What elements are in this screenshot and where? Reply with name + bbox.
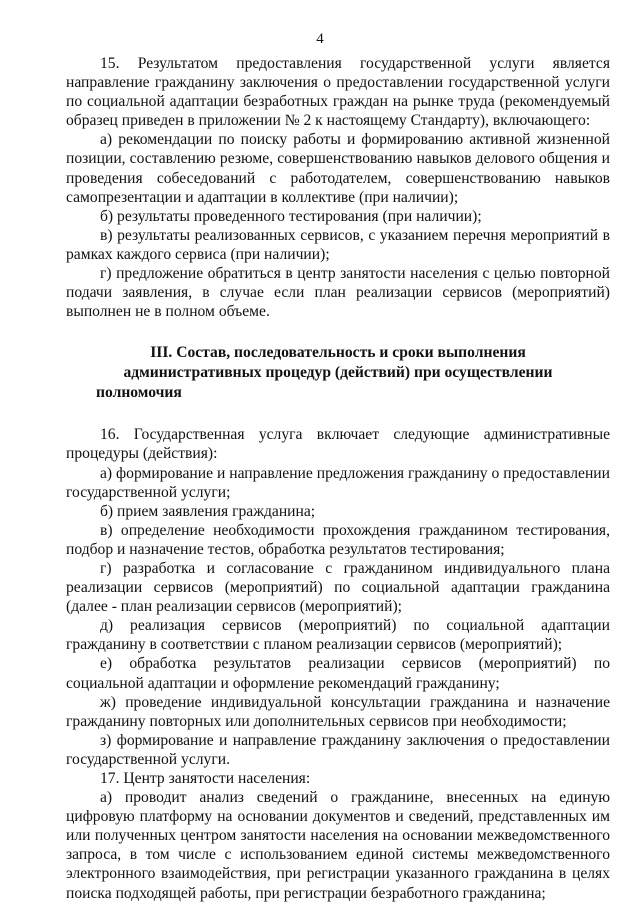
section-heading: III. Состав, последовательность и сроки выполнения административных процедур (действий) при осуществлении полномочия — [96, 344, 553, 402]
paragraph-16-zh: ж) проведение индивидуальной консультации гражданина и назначение гражданину повторных или дополнительных сервисов при необходимости; — [66, 693, 610, 730]
document-body — [66, 54, 610, 903]
paragraph-15-v: в) результаты реализованных сервисов, с указанием перечня мероприятий в рамках каждого сервиса (при наличии); — [66, 226, 610, 263]
paragraph-16-g: г) разработка и согласование с гражданином индивидуального плана реализации сервисов (мероприятий) по социальной адаптации гражданина (далее - план реализации сервисов (мероприятий); — [66, 559, 610, 616]
paragraph-16: 16. Государственная услуга включает следующие административные процедуры (действия): — [66, 426, 610, 463]
page-number: 4 — [316, 31, 324, 47]
paragraph-15-g: г) предложение обратиться в центр занятости населения с целью повторной подачи заявления, в случае если план реализации сервисов (мероприятий) выполнен не в полном объеме. — [66, 265, 610, 321]
paragraph-16-e: е) обработка результатов реализации сервисов (мероприятий) по социальной адаптации и оформление рекомендаций гражданину; — [66, 655, 610, 692]
paragraph-15-a: а) рекомендации по поиску работы и формированию активной жизненной позиции, составлению резюме, совершенствованию навыков делового общения и проведения собеседований с работодателем, совершенствованию навыков самопрезентации и адаптации в коллективе (при наличии); — [66, 131, 610, 206]
paragraph-15-b: б) результаты проведенного тестирования (при наличии); — [100, 207, 482, 225]
paragraph-15: 15. Результатом предоставления государственной услуги является направление гражданину заключения о предоставлении государственной услуги по социальной адаптации безработных граждан на рынке труда (рекомендуемый образец приведен в приложении № 2 к настоящему Стандарту), включающего: — [66, 55, 610, 130]
paragraph-16-v: в) определение необходимости прохождения гражданином тестирования, подбор и назначение тестов, обработка результатов тестирования; — [66, 521, 610, 558]
paragraph-17: 17. Центр занятости населения: — [100, 770, 311, 787]
paragraph-16-b: б) прием заявления гражданина; — [100, 502, 316, 520]
paragraph-17-a: а) проводит анализ сведений о гражданине, внесенных на единую цифровую платформу на основании документов и сведений, представленных им или полученных центром занятости населения на основании межведомственного запроса, в том числе с использованием единой системы межведомственного электронного взаимодействия, при регистрации указанного гражданина в целях поиска подходящей работы, при регистрации безработного гражданина; — [66, 789, 610, 902]
paragraph-16-a: а) формирование и направление предложения гражданину о предоставлении государственной услуги; — [66, 464, 610, 501]
paragraph-16-z: з) формирование и направление гражданину заключения о предоставлении государственной услуги. — [66, 731, 610, 768]
paragraph-16-d: д) реализация сервисов (мероприятий) по социальной адаптации гражданину в соответствии с планом реализации сервисов (мероприятий); — [66, 617, 610, 654]
